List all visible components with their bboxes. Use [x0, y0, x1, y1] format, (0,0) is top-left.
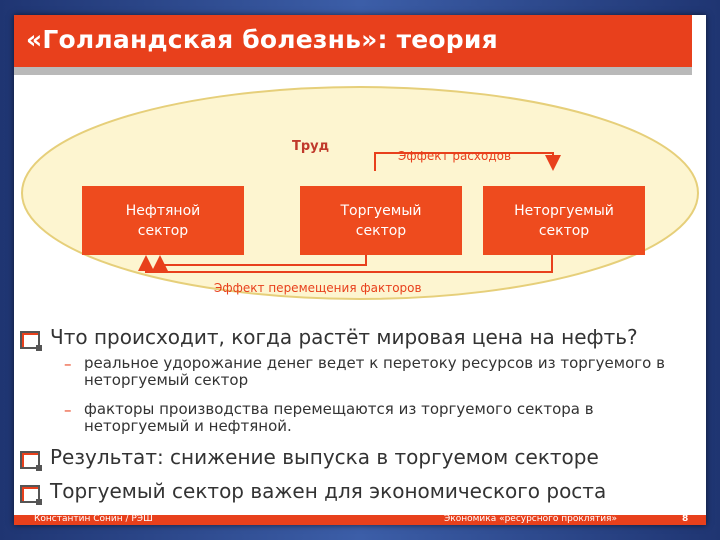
checkbox-bullet-icon	[20, 485, 40, 503]
title-shadow	[14, 67, 692, 75]
page-number: 8	[682, 514, 689, 524]
tradable-sector-box: Торгуемый сектор	[300, 186, 462, 255]
dash-icon: –	[64, 355, 72, 373]
checkbox-bullet-icon	[20, 451, 40, 469]
slide-title: «Голландская болезнь»: теория	[26, 25, 498, 54]
footer-author: Константин Сонин / РЭШ	[34, 514, 153, 524]
sub-bullet-1: реальное удорожание денег ведет к перетоку ресурсов из торгуемого в неторгуемый сектор	[84, 354, 665, 389]
spending-effect-label: Эффект расходов	[398, 149, 512, 163]
nontradable-sector-box: Неторгуемый сектор	[483, 186, 645, 255]
factor-effect-label: Эффект перемещения факторов	[214, 281, 422, 295]
title-bar	[14, 15, 692, 67]
labor-label: Труд	[292, 139, 330, 154]
bullet-2-text: Результат: снижение выпуска в торгуемом секторе	[50, 445, 599, 469]
bullet-3-text: Торгуемый сектор важен для экономического роста	[50, 479, 607, 503]
dash-icon: –	[64, 401, 72, 419]
checkbox-bullet-icon	[20, 331, 40, 349]
bullet-1-text: Что происходит, когда растёт мировая цена на нефть?	[50, 325, 638, 349]
footer-course: Экономика «ресурсного проклятия»	[444, 514, 617, 524]
footer-bar	[14, 515, 706, 525]
oil-sector-box: Нефтяной сектор	[82, 186, 244, 255]
sub-bullet-2: факторы производства перемещаются из торгуемого сектора в неторгуемый и нефтяной.	[84, 400, 594, 435]
slide	[14, 15, 706, 525]
diagram	[14, 81, 706, 321]
